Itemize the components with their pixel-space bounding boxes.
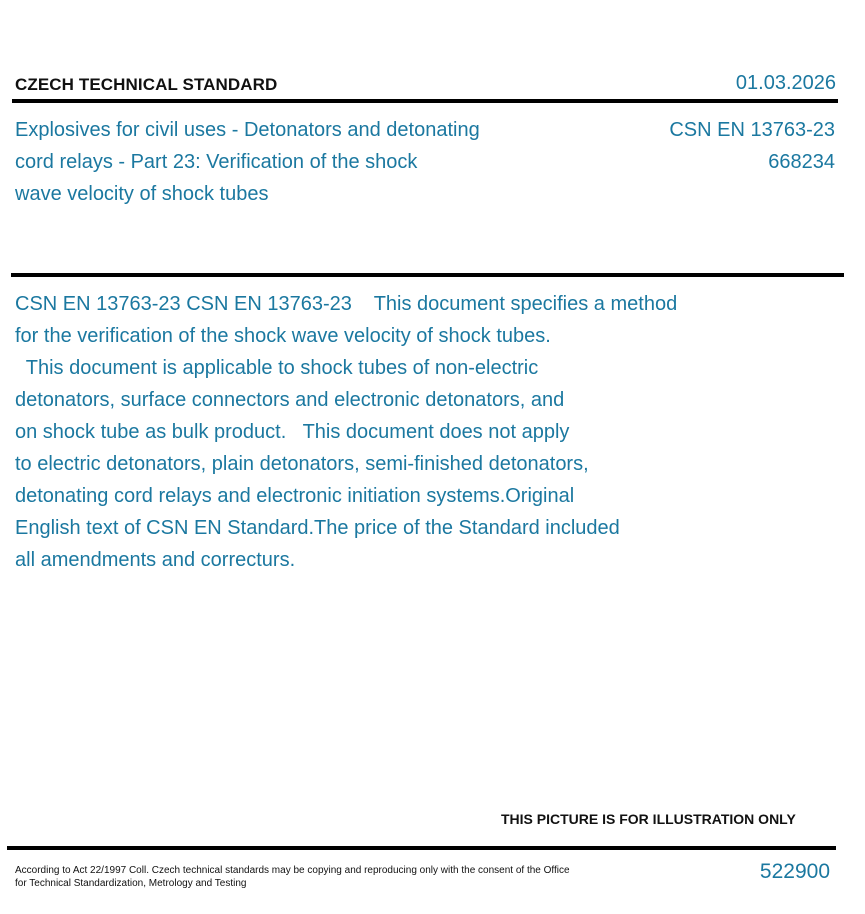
title-line: wave velocity of shock tubes xyxy=(15,183,269,205)
standard-description xyxy=(15,288,755,576)
legal-notice-line: for Technical Standardization, Metrology and Testing xyxy=(15,878,247,889)
publication-date: 01.03.2026 xyxy=(735,72,836,94)
description-line: all amendments and correcturs. xyxy=(15,549,296,571)
description-line: detonators, surface connectors and electronic detonators, and xyxy=(15,389,565,411)
description-line: for the verification of the shock wave velocity of shock tubes. xyxy=(15,325,551,347)
catalog-number: 668234 xyxy=(768,151,835,173)
description-line: detonating cord relays and electronic initiation systems.Original xyxy=(15,485,575,507)
middle-divider xyxy=(11,273,844,277)
legal-notice xyxy=(15,864,585,890)
standard-identifiers xyxy=(669,114,835,178)
bottom-divider xyxy=(7,846,836,850)
description-line: CSN EN 13763-23 CSN EN 13763-23 This document specifies a method xyxy=(15,293,678,315)
description-line: This document is applicable to shock tubes of non-electric xyxy=(15,357,539,379)
legal-notice-line: According to Act 22/1997 Coll. Czech technical standards may be copying and reproducing only with the consent of the Office xyxy=(15,865,570,876)
footer-number: 522900 xyxy=(759,860,830,883)
description-line: to electric detonators, plain detonators, semi-finished detonators, xyxy=(15,453,589,475)
title-line: Explosives for civil uses - Detonators and detonating xyxy=(15,119,480,141)
standard-title xyxy=(15,114,545,210)
description-line: on shock tube as bulk product. This document does not apply xyxy=(15,421,570,443)
standard-code: CSN EN 13763-23 xyxy=(669,119,835,141)
top-divider xyxy=(12,99,838,103)
title-line: cord relays - Part 23: Verification of the shock xyxy=(15,151,418,173)
standard-type-label: CZECH TECHNICAL STANDARD xyxy=(15,75,278,94)
illustration-disclaimer: THIS PICTURE IS FOR ILLUSTRATION ONLY xyxy=(501,811,796,827)
description-line: English text of CSN EN Standard.The price of the Standard included xyxy=(15,517,620,539)
